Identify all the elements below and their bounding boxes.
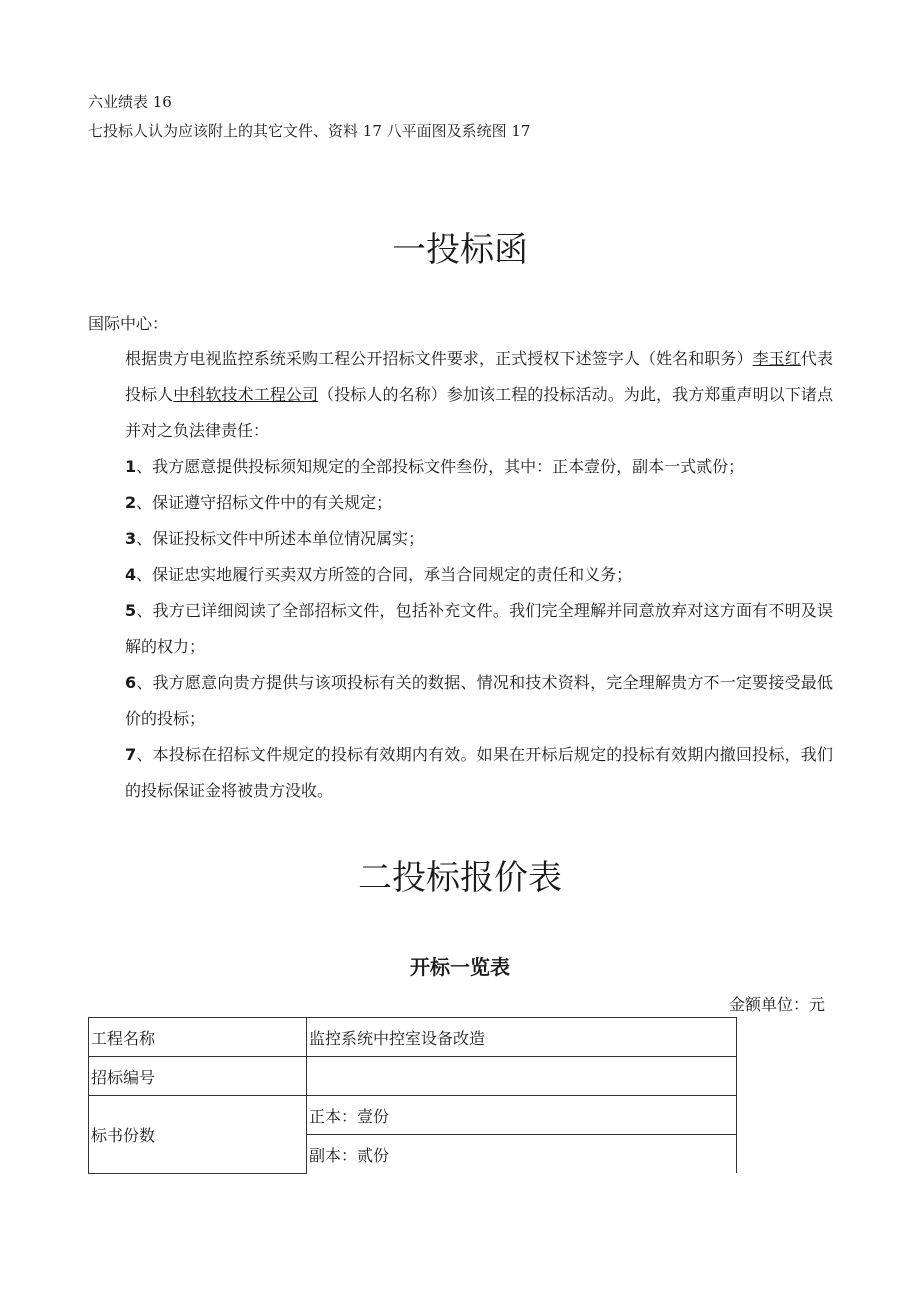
- project-name-value: 监控系统中控室设备改造: [307, 1018, 737, 1057]
- toc-line-other-documents: 七投标人认为应该附上的其它文件、资料 17 八平面图及系统图 17: [88, 122, 531, 140]
- table-row: [89, 1018, 737, 1057]
- item-text: 、我方愿意向贵方提供与该项投标有关的数据、情况和技术资料，完全理解贵方不一定要接受最低价的投标；: [125, 673, 833, 728]
- list-item: [88, 665, 833, 737]
- intro-part1: 根据贵方电视监控系统采购工程公开招标文件要求，正式授权下述签字人（姓名和职务）: [125, 349, 753, 368]
- toc-line-performance: 六业绩表 16: [88, 93, 172, 111]
- item-number: 4: [125, 565, 137, 584]
- item-number: 5: [125, 601, 137, 620]
- item-number: 6: [125, 673, 137, 692]
- item-text: 、我方已详细阅读了全部招标文件，包括补充文件。我们完全理解并同意放弃对这方面有不明及误解的权力；: [125, 601, 833, 656]
- item-number: 2: [125, 493, 137, 512]
- item-text: 、本投标在招标文件规定的投标有效期内有效。如果在开标后规定的投标有效期内撤回投标，我们的投标保证金将被贵方没收。: [125, 745, 833, 800]
- signer-name: 李玉红: [752, 349, 801, 368]
- table-row: [89, 1057, 737, 1096]
- intro-part2: 代表投标人: [125, 349, 833, 404]
- list-item: [88, 557, 833, 593]
- table-title: 开标一览表: [410, 955, 510, 979]
- tender-number-label: 招标编号: [89, 1057, 307, 1096]
- item-text: 、保证遵守招标文件中的有关规定；: [136, 493, 393, 512]
- list-item: [88, 449, 833, 485]
- item-text: 、保证投标文件中所述本单位情况属实；: [136, 529, 425, 548]
- list-item: [88, 485, 833, 521]
- intro-paragraph: [88, 341, 833, 449]
- copies-label: 标书份数: [89, 1096, 307, 1174]
- item-text: 、我方愿意提供投标须知规定的全部投标文件叁份，其中：正本壹份，副本一式贰份；: [136, 457, 745, 476]
- project-name-label: 工程名称: [89, 1018, 307, 1057]
- bid-opening-table: [88, 1017, 737, 1174]
- section-title-bid-letter: 一投标函: [392, 230, 528, 270]
- bid-letter-body: [88, 341, 833, 809]
- table-row: [89, 1096, 737, 1135]
- bidder-name: 中科软技术工程公司: [173, 385, 319, 404]
- intro-part3: （投标人的名称）参加该工程的投标活动。为此，我方郑重声明以下诸点并对之负法律责任：: [125, 385, 833, 440]
- item-number: 1: [125, 457, 137, 476]
- item-text: 、保证忠实地履行买卖双方所签的合同，承当合同规定的责任和义务；: [136, 565, 633, 584]
- tender-number-value: [307, 1057, 737, 1096]
- duplicate-copies: 副本：贰份: [307, 1135, 737, 1174]
- original-copies: 正本：壹份: [307, 1096, 737, 1135]
- list-item: [88, 737, 833, 809]
- section-title-price-table: 二投标报价表: [358, 858, 562, 898]
- addressee: 国际中心：: [88, 314, 169, 333]
- list-item: [88, 521, 833, 557]
- item-number: 3: [125, 529, 137, 548]
- list-item: [88, 593, 833, 665]
- amount-unit-label: 金额单位：元: [728, 995, 825, 1014]
- item-number: 7: [125, 745, 137, 764]
